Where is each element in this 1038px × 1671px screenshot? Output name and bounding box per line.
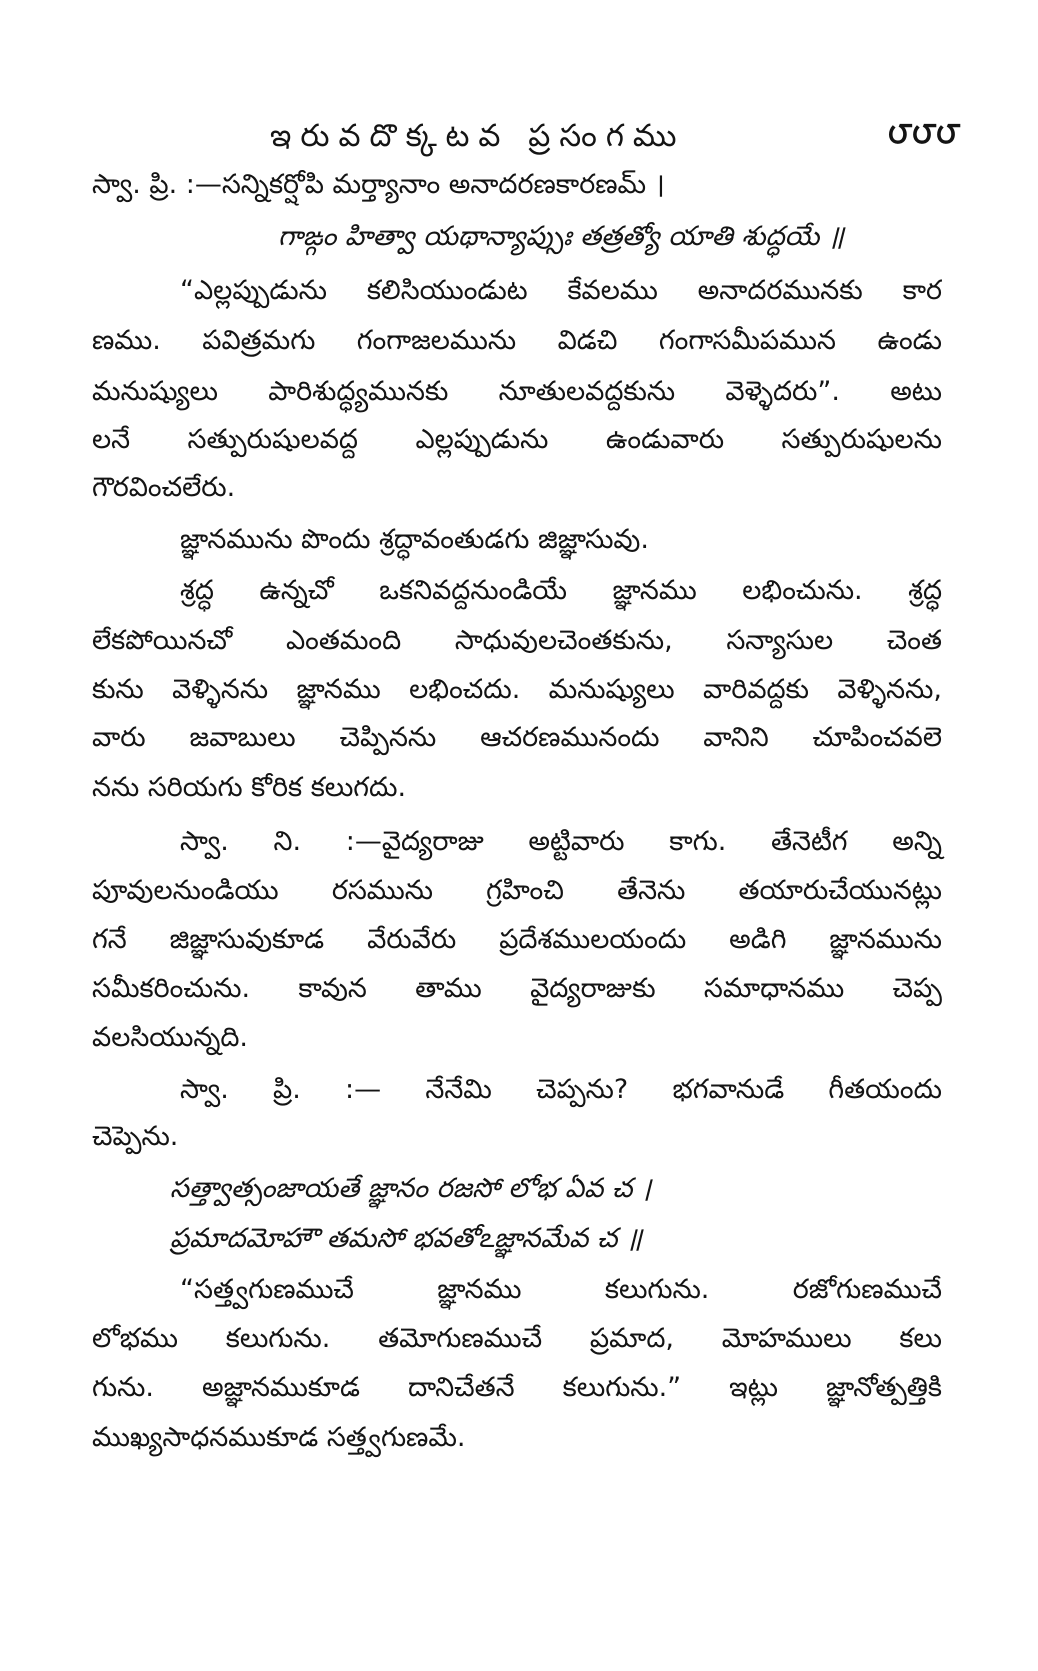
paragraph-line: ణము. పవిత్రమగు గంగాజలమును విడచి గంగాసమీపమున ఉండు	[92, 325, 942, 356]
verse-line: గాఙ్గం హిత్వా యథాన్యాప్సుః తత్రత్యో యాతి శుద్ధయే ॥	[278, 221, 845, 252]
paragraph-line: లేకపోయినచో ఎంతమంది సాధువులచెంతకును, సన్యాసుల చెంత	[92, 625, 942, 656]
verse-line: సత్త్వాత్సంజాయతే జ్ఞానం రజసో లోభ ఏవ చ ।	[170, 1173, 652, 1204]
paragraph-line: గనే జిజ్ఞాసువుకూడ వేరువేరు ప్రదేశములయందు అడిగి జ్ఞానమును	[92, 924, 942, 955]
paragraph-line: లనే సత్పురుషులవద్ద ఎల్లప్పుడును ఉండువారు సత్పురుషులను	[92, 424, 942, 455]
paragraph-line: సమీకరించును. కావున తాము వైద్యరాజుకు సమాధానము చెప్ప	[92, 973, 942, 1004]
paragraph-line: వారు జవాబులు చెప్పినను ఆచరణమునందు వానిని చూపించవలె	[92, 722, 942, 753]
paragraph-line: “ఎల్లప్పుడును కలిసియుండుట కేవలము అనాదరమునకు కార	[180, 275, 942, 306]
paragraph-line: గౌరవించలేరు.	[92, 472, 236, 503]
paragraph-line: పూవులనుండియు రసమును గ్రహించి తేనెను తయారుచేయునట్లు	[92, 875, 942, 906]
verse-line: ప్రమాదమోహౌ తమసో భవతోఽజ్ఞానమేవ చ ॥	[170, 1223, 643, 1254]
paragraph-line: ముఖ్యసాధనముకూడ సత్త్వగుణమే.	[92, 1422, 466, 1453]
paragraph-line: లోభము కలుగును. తమోగుణముచే ప్రమాద, మోహములు కలు	[92, 1323, 942, 1354]
dialogue-line: స్వా. ప్రి. :—సన్నికర్షోపి మర్త్యానాం అనాదరణకారణమ్ ।	[92, 169, 665, 200]
section-heading: జ్ఞానమును పొందు శ్రద్ధావంతుడగు జిజ్ఞాసువు.	[180, 524, 649, 555]
chapter-heading: ఇరువదొక్కటవ ప్రసంగము	[270, 118, 686, 154]
paragraph-line: “సత్త్వగుణముచే జ్ఞానము కలుగును. రజోగుణముచే	[180, 1274, 942, 1305]
paragraph-line: మనుష్యులు పారిశుద్ధ్యమునకు నూతులవద్దకును వెళ్ళెదరు”. అటు	[92, 376, 942, 407]
paragraph-line: గును. అజ్ఞానముకూడ దానిచేతనే కలుగును.” ఇట్లు జ్ఞానోత్పత్తికి	[92, 1372, 942, 1403]
paragraph-line: కును వెళ్ళినను జ్ఞానము లభించదు. మనుష్యులు వారివద్దకు వెళ్ళినను,	[92, 674, 942, 705]
dialogue-line: స్వా. ని. :—వైద్యరాజు అట్టివారు కాగు. తేనెటీగ అన్ని	[180, 826, 942, 857]
dialogue-line: స్వా. ప్రి. :— నేనేమి చెప్పను? భగవానుడే గీతయందు	[180, 1074, 942, 1105]
page-number: ౮౮౮	[888, 116, 961, 151]
paragraph-line: వలసియున్నది.	[92, 1022, 248, 1053]
paragraph-line: చెప్పెను.	[92, 1121, 179, 1152]
paragraph-line: నను సరియగు కోరిక కలుగదు.	[92, 772, 407, 803]
paragraph-line: శ్రద్ధ ఉన్నచో ఒకనివద్దనుండియే జ్ఞానము లభించును. శ్రద్ధ	[180, 575, 942, 606]
